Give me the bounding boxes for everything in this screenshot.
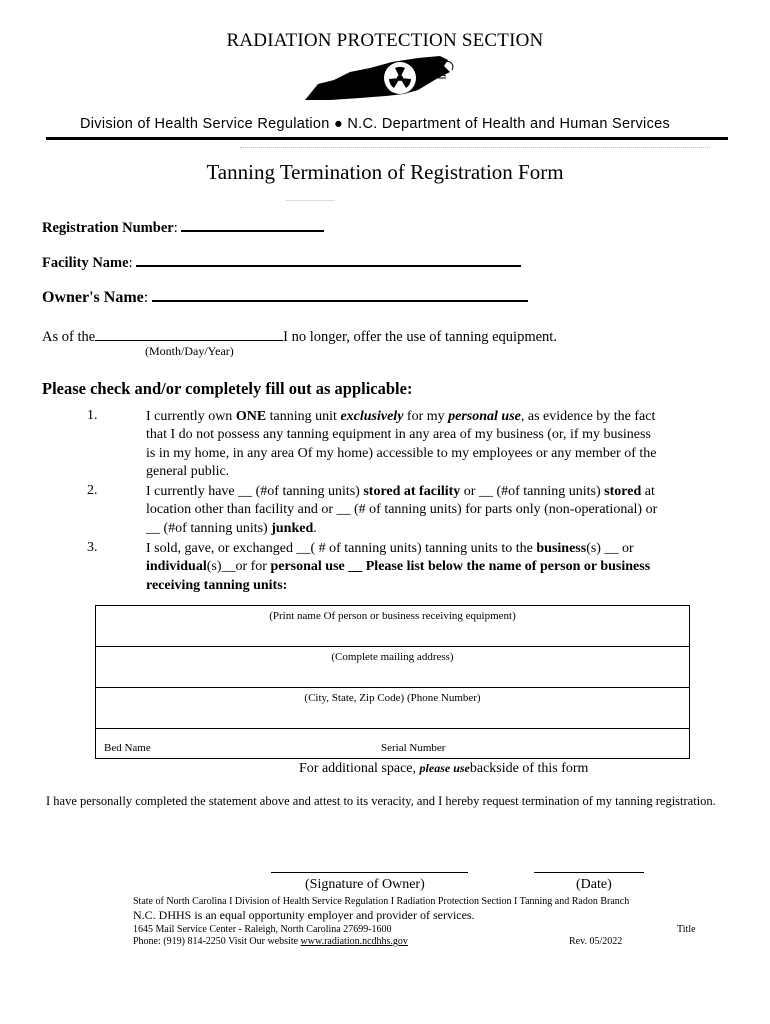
radiation-trefoil-icon	[384, 62, 416, 94]
additional-space-suffix: backside of this form	[469, 761, 589, 776]
owner-name-label: Owner's Name	[42, 289, 144, 306]
footer-line2: N.C. DHHS is an equal opportunity employer and provider of services.	[133, 908, 475, 922]
facility-name-label: Facility Name	[42, 255, 129, 271]
serial-number-label: Serial Number	[381, 742, 446, 754]
owner-name-input[interactable]	[152, 286, 528, 302]
header-rule	[46, 137, 728, 140]
city-state-phone-cell[interactable]	[96, 688, 689, 729]
item-3-text: I sold, gave, or exchanged __( # of tanning units) tanning units to the business(s) __ or individual(s)__or for personal use __ Please list below the name of person or business receiving tanning units:	[146, 541, 651, 593]
facility-name-field: Facility Name:	[42, 251, 521, 272]
registration-number-field: Registration Number:	[42, 216, 324, 237]
item-number: 1.	[87, 408, 98, 423]
form-title: Tanning Termination of Registration Form	[206, 160, 564, 184]
north-carolina-map-icon	[300, 50, 460, 102]
recipient-table	[95, 605, 690, 759]
footer-title: Title	[677, 924, 696, 935]
registration-number-label: Registration Number	[42, 220, 174, 236]
footer-phone-line	[133, 936, 408, 947]
faint-mark	[285, 200, 335, 201]
bed-name-label: Bed Name	[104, 742, 151, 754]
additional-space-note	[299, 761, 588, 777]
as-of-date-input[interactable]	[95, 326, 283, 341]
footer-address: 1645 Mail Service Center - Raleigh, North Carolina 27699-1600	[133, 924, 392, 935]
date-signature-line[interactable]	[534, 872, 644, 873]
mailing-address-cell[interactable]	[96, 647, 689, 688]
as-of-suffix: I no longer, offer the use of tanning equipment.	[283, 329, 557, 345]
agency-title: RADIATION PROTECTION SECTION	[226, 30, 544, 51]
item-number: 3.	[87, 540, 98, 555]
owner-name-field: Owner's Name:	[42, 286, 528, 307]
signature-owner-label: (Signature of Owner)	[305, 877, 425, 892]
footer-line1: State of North Carolina I Division of Health Service Regulation I Radiation Protection Section I Tanning and Radon Branch	[133, 896, 630, 907]
header-rule-faint	[240, 147, 710, 149]
additional-space-prefix: For additional space,	[299, 761, 417, 776]
bed-serial-row[interactable]	[96, 729, 689, 758]
recipient-name-cell[interactable]	[96, 606, 689, 647]
recipient-name-hint: (Print name Of person or business receiving equipment)	[269, 610, 516, 622]
item-1-text: I currently own ONE tanning unit exclusively for my personal use, as evidence by the fact that I do not possess any tanning equipment in any area of my business (or, if my business is in my home, in any area Of my home) accessible to my employees or any member of the general public.	[146, 409, 657, 479]
date-hint: (Month/Day/Year)	[145, 344, 234, 358]
owner-signature-line[interactable]	[271, 872, 468, 873]
registration-number-input[interactable]	[181, 216, 324, 232]
item-2-text: I currently have __ (#of tanning units) stored at facility or __ (#of tanning units) stored at location other than facility and or __ (# of tanning units) for parts only (non-operational) or __ (#of tanning units) junked.	[146, 484, 658, 536]
footer-phone: Phone: (919) 814-2250 Visit Our website	[133, 936, 299, 947]
check-heading: Please check and/or completely fill out as applicable:	[42, 379, 413, 398]
as-of-line	[42, 326, 557, 346]
city-state-phone-hint: (City, State, Zip Code) (Phone Number)	[304, 692, 481, 704]
additional-space-emph: please use	[419, 761, 470, 775]
division-line: Division of Health Service Regulation ● N.C. Department of Health and Human Services	[80, 116, 671, 132]
footer-rev: Rev. 05/2022	[569, 936, 623, 947]
attest-statement: I have personally completed the statement above and attest to its veracity, and I hereby request termination of my tanning registration.	[46, 794, 716, 808]
item-number: 2.	[87, 483, 98, 498]
mailing-address-hint: (Complete mailing address)	[331, 651, 454, 663]
as-of-prefix: As of the	[42, 329, 96, 345]
facility-name-input[interactable]	[136, 251, 521, 267]
footer-website-link[interactable]: www.radiation.ncdhhs.gov	[300, 936, 408, 947]
signature-date-label: (Date)	[576, 877, 612, 892]
